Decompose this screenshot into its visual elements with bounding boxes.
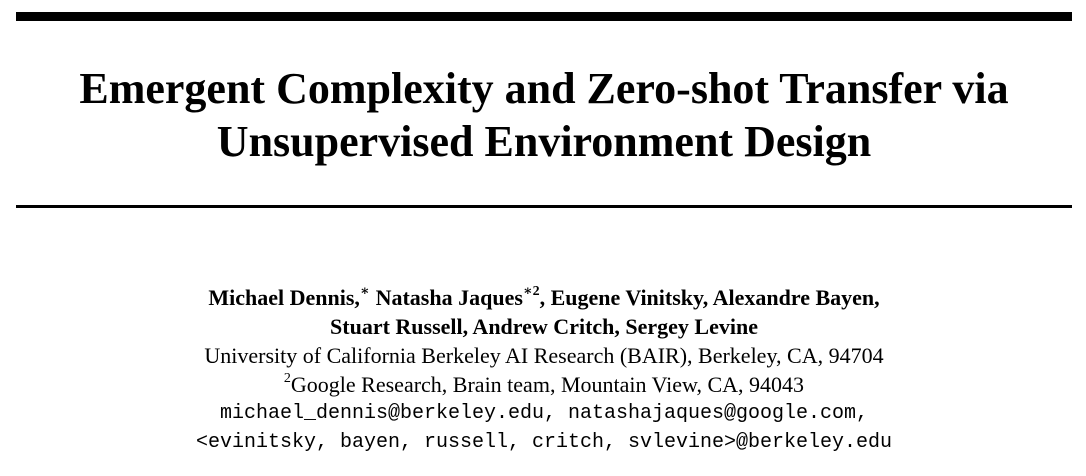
bottom-rule	[16, 205, 1072, 208]
affiliation-line-1: University of California Berkeley AI Research (BAIR), Berkeley, CA, 94704	[204, 343, 884, 368]
affiliation-2-mark: 2	[283, 370, 291, 386]
author-michael-dennis: Michael Dennis,	[208, 285, 360, 310]
paper-title	[16, 62, 1072, 168]
affiliation-mark: ∗2	[522, 283, 540, 299]
equal-contribution-mark: ∗	[359, 283, 370, 299]
top-rule	[16, 12, 1072, 21]
author-line-2: Stuart Russell, Andrew Critch, Sergey Levine	[330, 314, 758, 339]
affiliation-google: Google Research, Brain team, Mountain View, CA, 94043	[290, 372, 805, 397]
author-line-1	[16, 283, 1072, 312]
author-block	[16, 283, 1072, 457]
title-line-1: Emergent Complexity and Zero-shot Transfer via	[79, 64, 1009, 113]
email-line-2: <evinitsky, bayen, russell, critch, svlevine>@berkeley.edu	[195, 431, 893, 454]
email-line-1: michael_dennis@berkeley.edu, natashajaques@google.com,	[219, 402, 869, 425]
author-natasha-jaques: Natasha Jaques	[375, 285, 523, 310]
affiliation-line-2	[16, 370, 1072, 399]
author-line-1-rest: , Eugene Vinitsky, Alexandre Bayen,	[539, 285, 880, 310]
title-line-2: Unsupervised Environment Design	[216, 117, 872, 166]
